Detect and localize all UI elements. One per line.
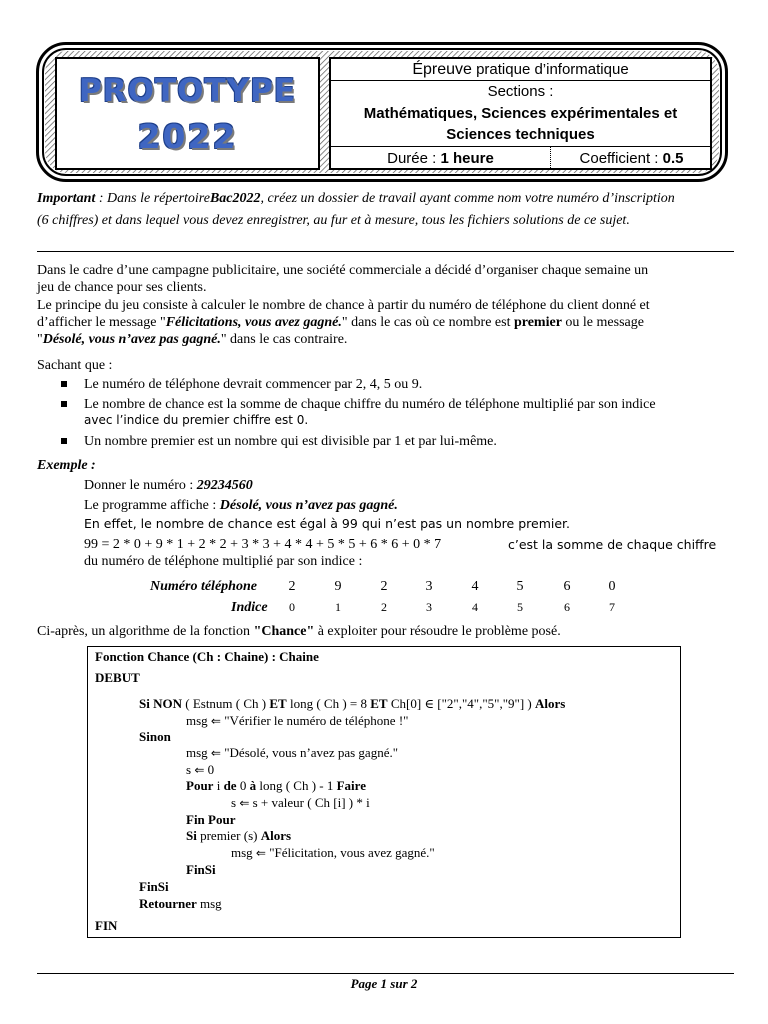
algo-pour: Pour i de 0 à long ( Ch ) - 1 Faire — [186, 778, 366, 793]
algo-finsi-inner: FinSi — [186, 862, 216, 877]
important-note-line2: (6 chiffres) et dans lequel vous devez enregistrer, au fur et à mesure, tous les fichiers solutions de ce sujet. — [37, 213, 630, 228]
logo-title: PROTOTYPE — [79, 73, 296, 109]
duree: Durée : 1 heure — [331, 147, 551, 170]
phone-digit: 6 — [563, 579, 571, 594]
numero-telephone-label: Numéro téléphone — [150, 579, 257, 594]
exemple-programme: Le programme affiche : Désolé, vous n’avez pas gagné. — [84, 498, 398, 513]
indice-label: Indice — [231, 600, 268, 615]
algo-msg-felicitation: msg ⇐ "Félicitation, vous avez gagné." — [231, 845, 435, 860]
sections-line1: Mathématiques, Sciences expérimentales et — [363, 105, 678, 122]
algo-si-line: Si NON ( Estnum ( Ch ) ET long ( Ch ) = 8 ET Ch[0] ∈ ["2","4","5","9"] ) Alors — [139, 696, 566, 711]
algo-finsi-outer: FinSi — [139, 879, 169, 894]
algo-s-init: s ⇐ 0 — [186, 762, 215, 777]
algorithm-box — [87, 646, 681, 938]
page-number: Page 1 sur 2 — [350, 976, 418, 991]
algo-debut: DEBUT — [95, 670, 140, 685]
phone-digit: 2 — [288, 579, 296, 594]
intro-p1-line1: Dans le cadre d’une campagne publicitaire, une société commerciale a décidé d’organiser chaque semaine un — [37, 263, 649, 278]
sachant-bullet-3: Un nombre premier est un nombre qui est divisible par 1 et par lui-même. — [84, 434, 497, 449]
digit-index: 2 — [381, 600, 387, 614]
algo-sinon: Sinon — [139, 729, 171, 744]
prototype-logo-box — [55, 57, 320, 170]
digit-index: 0 — [289, 600, 295, 614]
exemple-effet: En effet, le nombre de chance est égal à 99 qui n’est pas un nombre premier. — [84, 516, 570, 531]
intro-p2-line2: d’afficher le message "Félicitations, vous avez gagné." dans le cas où ce nombre est premier ou le message — [37, 315, 644, 330]
digit-index: 7 — [609, 600, 615, 614]
exemple-calcul: 99 = 2 * 0 + 9 * 1 + 2 * 2 + 3 * 3 + 4 * 4 + 5 * 5 + 6 * 6 + 0 * 7 — [84, 537, 442, 552]
exemple-donner: Donner le numéro : 29234560 — [84, 478, 253, 493]
assign-arrow-icon: ⇐ — [194, 763, 205, 777]
phone-digit: 9 — [334, 579, 342, 594]
exemple-title: Exemple : — [37, 458, 96, 473]
digit-index: 5 — [517, 600, 523, 614]
algo-retourner: Retourner msg — [139, 896, 222, 911]
assign-arrow-icon: ⇐ — [239, 796, 250, 810]
sections — [331, 81, 710, 147]
sections-line2: Sciences techniques — [446, 126, 595, 143]
phone-digit: 0 — [608, 579, 616, 594]
sachant-bullet-2-line1: Le nombre de chance est la somme de chaque chiffre du numéro de téléphone multiplié par son indice — [84, 397, 656, 412]
bullet-icon — [61, 438, 67, 444]
exemple-calcul-line2: du numéro de téléphone multiplié par son indice : — [84, 554, 363, 569]
intro-p2-line1: Le principe du jeu consiste à calculer le nombre de chance à partir du numéro de téléphone du client donné et — [37, 298, 650, 313]
algo-msg-verifier: msg ⇐ "Vérifier le numéro de téléphone !" — [186, 713, 409, 728]
divider — [37, 251, 734, 252]
sachant-bullet-1: Le numéro de téléphone devrait commencer par 2, 4, 5 ou 9. — [84, 377, 423, 392]
exam-title: Épreuve pratique d’informatique — [331, 59, 710, 81]
digit-index: 4 — [472, 600, 478, 614]
ci-apres: Ci-après, un algorithme de la fonction "Chance" à exploiter pour résoudre le problème posé. — [37, 624, 561, 639]
intro-p2-line3: "Désolé, vous n’avez pas gagné." dans le cas contraire. — [37, 332, 348, 347]
exam-info-box — [329, 57, 712, 170]
exemple-calcul-note: c’est la somme de chaque chiffre — [508, 537, 717, 552]
logo-year: 2022 — [137, 117, 238, 156]
coefficient: Coefficient : 0.5 — [579, 150, 684, 167]
sachant-title: Sachant que : — [37, 358, 113, 373]
algo-header: Fonction Chance (Ch : Chaine) : Chaine — [95, 649, 319, 664]
sections-label: Sections : — [487, 83, 554, 100]
phone-digit: 3 — [425, 579, 433, 594]
assign-arrow-icon: ⇐ — [210, 714, 221, 728]
algo-fin: FIN — [95, 918, 118, 933]
phone-digit: 2 — [380, 579, 388, 594]
bullet-icon — [61, 381, 67, 387]
digit-index: 3 — [426, 600, 432, 614]
digit-index: 1 — [335, 600, 341, 614]
bullet-icon — [61, 401, 67, 407]
algo-fin-pour: Fin Pour — [186, 812, 236, 827]
intro-p1-line2: jeu de chance pour ses clients. — [37, 280, 207, 295]
phone-digit: 4 — [471, 579, 479, 594]
important-note-line1: Important : Dans le répertoireBac2022, créez un dossier de travail ayant comme nom votre numéro d’inscription — [37, 191, 675, 206]
sachant-bullet-2-line2: avec l’indice du premier chiffre est 0. — [84, 413, 309, 427]
duration-coef-row — [331, 147, 710, 170]
assign-arrow-icon: ⇐ — [210, 746, 221, 760]
digit-index: 6 — [564, 600, 570, 614]
footer-divider — [37, 973, 734, 974]
phone-digit: 5 — [516, 579, 524, 594]
algo-msg-desole: msg ⇐ "Désolé, vous n’avez pas gagné." — [186, 745, 399, 760]
algo-s-update: s ⇐ s + valeur ( Ch [i] ) * i — [231, 795, 370, 810]
algo-si-premier: Si premier (s) Alors — [186, 828, 292, 843]
assign-arrow-icon: ⇐ — [255, 846, 266, 860]
